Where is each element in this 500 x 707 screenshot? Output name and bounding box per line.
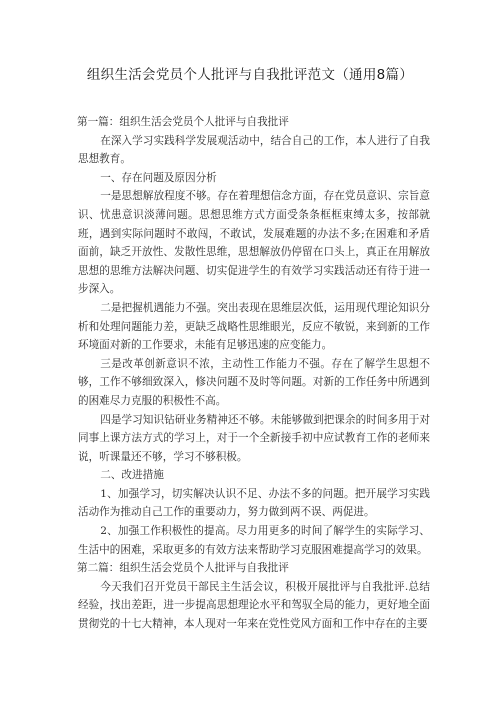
body-paragraph: 今天我们召开党员干部民主生活会议，积极开展批评与自我批评.总结经验，找出差距，进一步提高思想理论水平和驾驭全局的能力，更好地全面贯彻党的十七大精神，本人现对一年来在党性党风方面和工作中存在的主要 (78, 580, 430, 631)
body-paragraph: 一是思想解放程度不够。存在着理想信念方面，存在党员意识、宗旨意识、忧患意识淡薄问题。思想思维方式方面受条条框框束缚太多，按部就班，遇到实际问题时不敢闯，不敢试，发展难题的办法不多;在困难和矛盾面前，缺乏开放性、发散性思维，思想解放仍停留在口头上，真正在用解放思想的思维方法解决问题、切实促进学生的有效学习实践活动还有待于进一步深入。 (78, 190, 430, 296)
chapter-heading-2: 第二篇：组织生活会党员个人批评与自我批评 (77, 562, 289, 575)
body-paragraph: 2、加强工作积极性的提高。尽力用更多的时间了解学生的实际学习、生活中的困难，采取更多的有效方法来帮助学习克服困难提高学习的效果。 (78, 525, 430, 556)
body-paragraph: 三是改革创新意识不浓，主动性工作能力不强。存在了解学生思想不够，工作不够细致深入，修决问题不及时等问题。对新的工作任务中所遇到的困难尽力克服的积极性不高。 (78, 357, 430, 407)
body-paragraph: 1、加强学习，切实解决认识不足、办法不多的问题。把开展学习实践活动作为推动自己工作的重要动力，努力做到两不误、两促进。 (78, 487, 430, 519)
body-paragraph: 在深入学习实践科学发展观活动中，结合自己的工作，本人进行了自我思想教育。 (78, 134, 430, 166)
section-heading-problems: 一、存在问题及原因分析 (100, 171, 217, 184)
body-paragraph: 二是把握机遇能力不强。突出表现在思维层次低，运用现代理论知识分析和处理问题能力差，更缺乏战略性思维眼光，反应不敏锐，来到新的工作环境面对新的工作要求，未能有足够迅速的应变能力。 (78, 301, 430, 352)
body-paragraph: 四是学习知识钻研业务精神还不够。未能够做到把课余的时间多用于对同事上课方法方式的学习上，对于一个全新接手初中应试教育工作的老师来说，听课量还不够，学习不够积极。 (78, 413, 430, 463)
section-heading-measures: 二、改进措施 (100, 469, 164, 482)
chapter-heading-1: 第一篇：组织生活会党员个人批评与自我批评 (77, 116, 289, 128)
document-body (78, 113, 430, 634)
document-title: 组织生活会党员个人批评与自我批评范文（通用8篇） (86, 67, 414, 83)
